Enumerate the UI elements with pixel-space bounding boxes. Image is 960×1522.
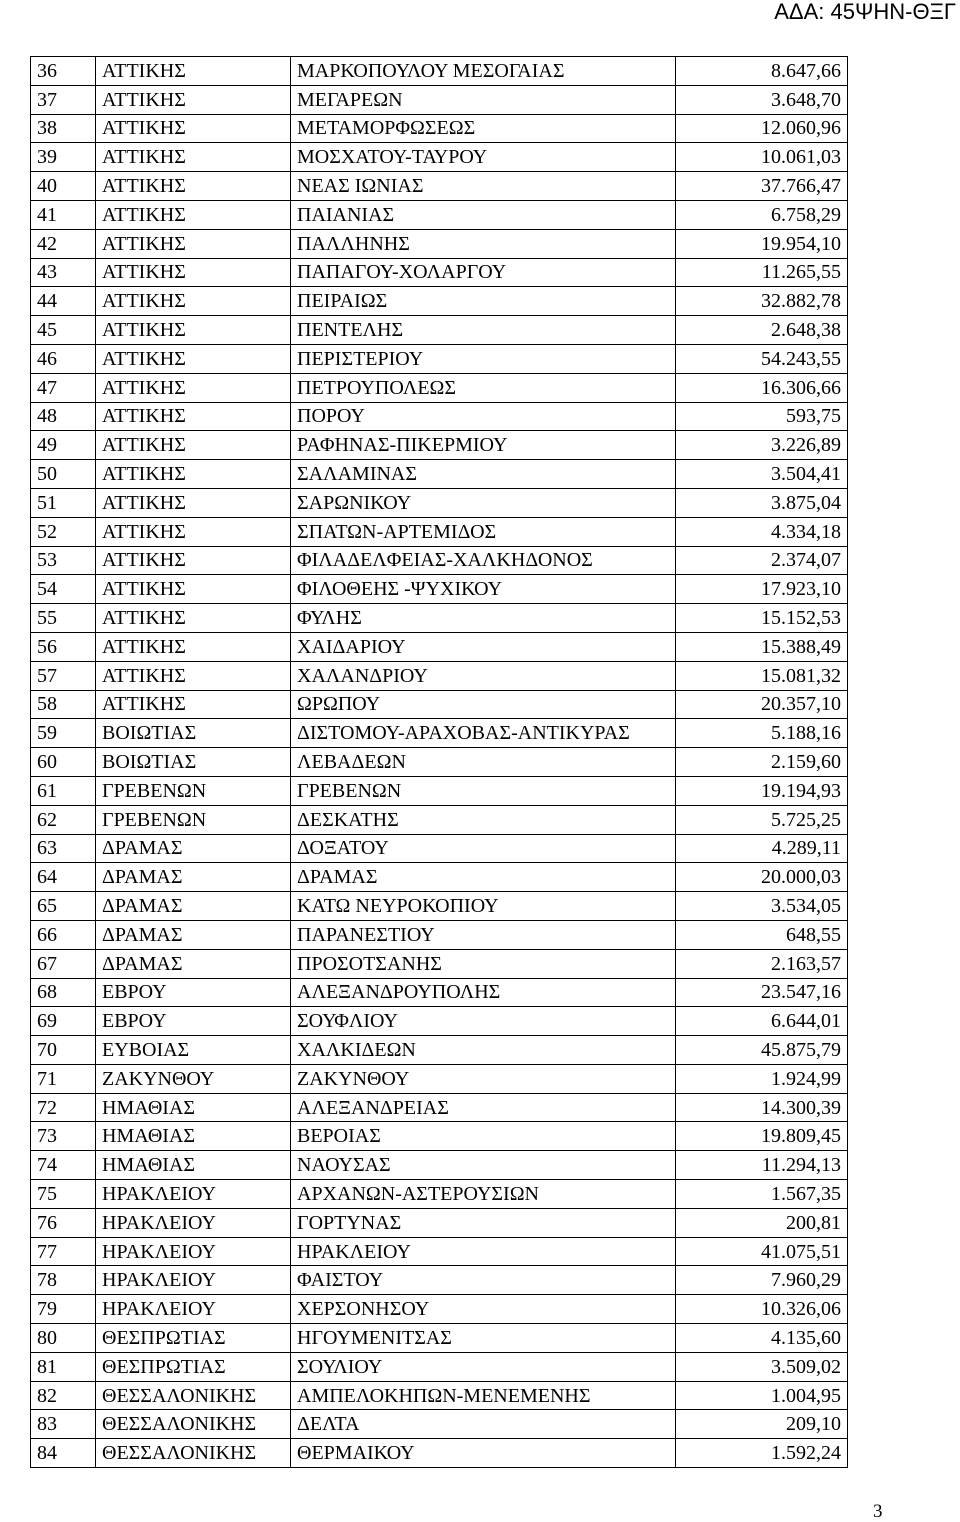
- row-number-cell: 58: [31, 690, 96, 719]
- table-row: [31, 575, 848, 604]
- amount-cell: 3.648,70: [676, 85, 848, 114]
- prefecture-cell: ΗΡΑΚΛΕΙΟΥ: [96, 1208, 291, 1237]
- municipality-cell: ΠΡΟΣΟΤΣΑΝΗΣ: [291, 949, 676, 978]
- amount-cell: 15.152,53: [676, 604, 848, 633]
- amount-cell: 12.060,96: [676, 114, 848, 143]
- table-row: [31, 546, 848, 575]
- amount-cell: 648,55: [676, 920, 848, 949]
- table-row: [31, 834, 848, 863]
- municipality-cell: ΦΥΛΗΣ: [291, 604, 676, 633]
- table-row: [31, 1381, 848, 1410]
- table-row: [31, 1151, 848, 1180]
- municipality-cell: ΜΕΓΑΡΕΩΝ: [291, 85, 676, 114]
- municipality-cell: ΔΡΑΜΑΣ: [291, 863, 676, 892]
- prefecture-cell: ΑΤΤΙΚΗΣ: [96, 690, 291, 719]
- row-number-cell: 61: [31, 776, 96, 805]
- prefecture-cell: ΕΒΡΟΥ: [96, 1007, 291, 1036]
- table-row: [31, 1208, 848, 1237]
- prefecture-cell: ΑΤΤΙΚΗΣ: [96, 373, 291, 402]
- municipality-cell: ΖΑΚΥΝΘΟΥ: [291, 1064, 676, 1093]
- amount-cell: 2.159,60: [676, 748, 848, 777]
- row-number-cell: 73: [31, 1122, 96, 1151]
- prefecture-cell: ΑΤΤΙΚΗΣ: [96, 229, 291, 258]
- municipality-cell: ΦΙΛΟΘΕΗΣ -ΨΥΧΙΚΟΥ: [291, 575, 676, 604]
- amount-cell: 20.000,03: [676, 863, 848, 892]
- table-row: [31, 1266, 848, 1295]
- row-number-cell: 62: [31, 805, 96, 834]
- municipality-cell: ΠΑΙΑΝΙΑΣ: [291, 200, 676, 229]
- amount-cell: 4.289,11: [676, 834, 848, 863]
- prefecture-cell: ΑΤΤΙΚΗΣ: [96, 316, 291, 345]
- table-row: [31, 316, 848, 345]
- prefecture-cell: ΑΤΤΙΚΗΣ: [96, 344, 291, 373]
- prefecture-cell: ΒΟΙΩΤΙΑΣ: [96, 719, 291, 748]
- municipality-cell: ΧΑΙΔΑΡΙΟΥ: [291, 632, 676, 661]
- table-row: [31, 1180, 848, 1209]
- amount-cell: 11.265,55: [676, 258, 848, 287]
- row-number-cell: 81: [31, 1352, 96, 1381]
- table-row: [31, 1036, 848, 1065]
- table-row: [31, 1439, 848, 1468]
- amount-cell: 593,75: [676, 402, 848, 431]
- amount-cell: 37.766,47: [676, 172, 848, 201]
- row-number-cell: 42: [31, 229, 96, 258]
- prefecture-cell: ΑΤΤΙΚΗΣ: [96, 85, 291, 114]
- amount-cell: 6.758,29: [676, 200, 848, 229]
- prefecture-cell: ΑΤΤΙΚΗΣ: [96, 114, 291, 143]
- municipality-cell: ΠΕΤΡΟΥΠΟΛΕΩΣ: [291, 373, 676, 402]
- prefecture-cell: ΑΤΤΙΚΗΣ: [96, 517, 291, 546]
- table-row: [31, 1093, 848, 1122]
- prefecture-cell: ΓΡΕΒΕΝΩΝ: [96, 805, 291, 834]
- amount-cell: 19.809,45: [676, 1122, 848, 1151]
- table-row: [31, 1122, 848, 1151]
- row-number-cell: 51: [31, 488, 96, 517]
- row-number-cell: 79: [31, 1295, 96, 1324]
- table-row: [31, 1324, 848, 1353]
- prefecture-cell: ΖΑΚΥΝΘΟΥ: [96, 1064, 291, 1093]
- amount-cell: 4.334,18: [676, 517, 848, 546]
- prefecture-cell: ΗΡΑΚΛΕΙΟΥ: [96, 1266, 291, 1295]
- prefecture-cell: ΒΟΙΩΤΙΑΣ: [96, 748, 291, 777]
- amount-cell: 2.163,57: [676, 949, 848, 978]
- page-number: 3: [873, 1501, 883, 1522]
- row-number-cell: 44: [31, 287, 96, 316]
- amount-cell: 17.923,10: [676, 575, 848, 604]
- municipality-cell: ΝΕΑΣ ΙΩΝΙΑΣ: [291, 172, 676, 201]
- amount-cell: 16.306,66: [676, 373, 848, 402]
- municipality-cell: ΑΛΕΞΑΝΔΡΟΥΠΟΛΗΣ: [291, 978, 676, 1007]
- amount-cell: 209,10: [676, 1410, 848, 1439]
- table-row: [31, 172, 848, 201]
- row-number-cell: 59: [31, 719, 96, 748]
- prefecture-cell: ΔΡΑΜΑΣ: [96, 892, 291, 921]
- municipality-cell: ΝΑΟΥΣΑΣ: [291, 1151, 676, 1180]
- prefecture-cell: ΑΤΤΙΚΗΣ: [96, 460, 291, 489]
- prefecture-cell: ΔΡΑΜΑΣ: [96, 863, 291, 892]
- table-row: [31, 892, 848, 921]
- municipality-cell: ΩΡΩΠΟΥ: [291, 690, 676, 719]
- prefecture-cell: ΘΕΣΣΑΛΟΝΙΚΗΣ: [96, 1381, 291, 1410]
- table-row: [31, 114, 848, 143]
- row-number-cell: 57: [31, 661, 96, 690]
- row-number-cell: 46: [31, 344, 96, 373]
- row-number-cell: 40: [31, 172, 96, 201]
- row-number-cell: 49: [31, 431, 96, 460]
- table-row: [31, 661, 848, 690]
- municipality-cell: ΔΕΛΤΑ: [291, 1410, 676, 1439]
- municipality-cell: ΔΕΣΚΑΤΗΣ: [291, 805, 676, 834]
- prefecture-cell: ΑΤΤΙΚΗΣ: [96, 488, 291, 517]
- table-row: [31, 1295, 848, 1324]
- row-number-cell: 37: [31, 85, 96, 114]
- prefecture-cell: ΑΤΤΙΚΗΣ: [96, 661, 291, 690]
- municipality-cell: ΡΑΦΗΝΑΣ-ΠΙΚΕΡΜΙΟΥ: [291, 431, 676, 460]
- municipality-cell: ΜΕΤΑΜΟΡΦΩΣΕΩΣ: [291, 114, 676, 143]
- table-row: [31, 143, 848, 172]
- table-row: [31, 200, 848, 229]
- municipality-cell: ΣΟΥΦΛΙΟΥ: [291, 1007, 676, 1036]
- prefecture-cell: ΑΤΤΙΚΗΣ: [96, 143, 291, 172]
- municipality-cell: ΠΑΛΛΗΝΗΣ: [291, 229, 676, 258]
- row-number-cell: 47: [31, 373, 96, 402]
- prefecture-cell: ΔΡΑΜΑΣ: [96, 920, 291, 949]
- amount-cell: 20.357,10: [676, 690, 848, 719]
- table-row: [31, 517, 848, 546]
- prefecture-cell: ΘΕΣΠΡΩΤΙΑΣ: [96, 1324, 291, 1353]
- municipality-cell: ΑΡΧΑΝΩΝ-ΑΣΤΕΡΟΥΣΙΩΝ: [291, 1180, 676, 1209]
- amount-cell: 10.061,03: [676, 143, 848, 172]
- row-number-cell: 55: [31, 604, 96, 633]
- amount-cell: 19.954,10: [676, 229, 848, 258]
- amount-cell: 2.648,38: [676, 316, 848, 345]
- prefecture-cell: ΑΤΤΙΚΗΣ: [96, 632, 291, 661]
- row-number-cell: 68: [31, 978, 96, 1007]
- amount-cell: 5.188,16: [676, 719, 848, 748]
- table-row: [31, 488, 848, 517]
- amount-cell: 15.081,32: [676, 661, 848, 690]
- amount-cell: 3.509,02: [676, 1352, 848, 1381]
- amount-cell: 15.388,49: [676, 632, 848, 661]
- prefecture-cell: ΕΒΡΟΥ: [96, 978, 291, 1007]
- municipality-cell: ΧΕΡΣΟΝΗΣΟΥ: [291, 1295, 676, 1324]
- municipality-cell: ΛΕΒΑΔΕΩΝ: [291, 748, 676, 777]
- prefecture-cell: ΔΡΑΜΑΣ: [96, 834, 291, 863]
- municipality-cell: ΒΕΡΟΙΑΣ: [291, 1122, 676, 1151]
- municipality-cell: ΗΡΑΚΛΕΙΟΥ: [291, 1237, 676, 1266]
- prefecture-cell: ΑΤΤΙΚΗΣ: [96, 57, 291, 86]
- municipality-cell: ΠΑΡΑΝΕΣΤΙΟΥ: [291, 920, 676, 949]
- prefecture-cell: ΑΤΤΙΚΗΣ: [96, 172, 291, 201]
- prefecture-cell: ΑΤΤΙΚΗΣ: [96, 431, 291, 460]
- municipality-cell: ΗΓΟΥΜΕΝΙΤΣΑΣ: [291, 1324, 676, 1353]
- prefecture-cell: ΗΡΑΚΛΕΙΟΥ: [96, 1237, 291, 1266]
- row-number-cell: 54: [31, 575, 96, 604]
- row-number-cell: 60: [31, 748, 96, 777]
- row-number-cell: 66: [31, 920, 96, 949]
- prefecture-cell: ΗΜΑΘΙΑΣ: [96, 1151, 291, 1180]
- amount-cell: 19.194,93: [676, 776, 848, 805]
- amount-cell: 1.592,24: [676, 1439, 848, 1468]
- municipality-cell: ΠΕΝΤΕΛΗΣ: [291, 316, 676, 345]
- municipality-cell: ΔΙΣΤΟΜΟΥ-ΑΡΑΧΟΒΑΣ-ΑΝΤΙΚΥΡΑΣ: [291, 719, 676, 748]
- municipality-cell: ΦΑΙΣΤΟΥ: [291, 1266, 676, 1295]
- row-number-cell: 43: [31, 258, 96, 287]
- prefecture-cell: ΗΜΑΘΙΑΣ: [96, 1122, 291, 1151]
- table-row: [31, 1007, 848, 1036]
- allocation-table: [30, 56, 848, 1468]
- row-number-cell: 36: [31, 57, 96, 86]
- amount-cell: 2.374,07: [676, 546, 848, 575]
- row-number-cell: 38: [31, 114, 96, 143]
- amount-cell: 41.075,51: [676, 1237, 848, 1266]
- table-row: [31, 1352, 848, 1381]
- prefecture-cell: ΗΡΑΚΛΕΙΟΥ: [96, 1295, 291, 1324]
- amount-cell: 1.924,99: [676, 1064, 848, 1093]
- municipality-cell: ΧΑΛΚΙΔΕΩΝ: [291, 1036, 676, 1065]
- amount-cell: 7.960,29: [676, 1266, 848, 1295]
- prefecture-cell: ΘΕΣΣΑΛΟΝΙΚΗΣ: [96, 1410, 291, 1439]
- row-number-cell: 78: [31, 1266, 96, 1295]
- amount-cell: 3.504,41: [676, 460, 848, 489]
- row-number-cell: 48: [31, 402, 96, 431]
- row-number-cell: 64: [31, 863, 96, 892]
- amount-cell: 5.725,25: [676, 805, 848, 834]
- table-row: [31, 229, 848, 258]
- municipality-cell: ΠΑΠΑΓΟΥ-ΧΟΛΑΡΓΟΥ: [291, 258, 676, 287]
- table-row: [31, 373, 848, 402]
- amount-cell: 32.882,78: [676, 287, 848, 316]
- amount-cell: 11.294,13: [676, 1151, 848, 1180]
- row-number-cell: 53: [31, 546, 96, 575]
- table-row: [31, 1237, 848, 1266]
- table-row: [31, 85, 848, 114]
- municipality-cell: ΣΑΡΩΝΙΚΟΥ: [291, 488, 676, 517]
- prefecture-cell: ΑΤΤΙΚΗΣ: [96, 546, 291, 575]
- prefecture-cell: ΑΤΤΙΚΗΣ: [96, 287, 291, 316]
- row-number-cell: 69: [31, 1007, 96, 1036]
- prefecture-cell: ΑΤΤΙΚΗΣ: [96, 575, 291, 604]
- table-row: [31, 258, 848, 287]
- table-row: [31, 690, 848, 719]
- prefecture-cell: ΑΤΤΙΚΗΣ: [96, 604, 291, 633]
- row-number-cell: 67: [31, 949, 96, 978]
- table-row: [31, 805, 848, 834]
- municipality-cell: ΘΕΡΜΑΙΚΟΥ: [291, 1439, 676, 1468]
- amount-cell: 14.300,39: [676, 1093, 848, 1122]
- table-row: [31, 57, 848, 86]
- amount-cell: 54.243,55: [676, 344, 848, 373]
- municipality-cell: ΑΛΕΞΑΝΔΡΕΙΑΣ: [291, 1093, 676, 1122]
- prefecture-cell: ΓΡΕΒΕΝΩΝ: [96, 776, 291, 805]
- amount-cell: 10.326,06: [676, 1295, 848, 1324]
- row-number-cell: 71: [31, 1064, 96, 1093]
- row-number-cell: 50: [31, 460, 96, 489]
- table-row: [31, 863, 848, 892]
- table-row: [31, 920, 848, 949]
- prefecture-cell: ΘΕΣΠΡΩΤΙΑΣ: [96, 1352, 291, 1381]
- prefecture-cell: ΗΜΑΘΙΑΣ: [96, 1093, 291, 1122]
- municipality-cell: ΓΡΕΒΕΝΩΝ: [291, 776, 676, 805]
- row-number-cell: 76: [31, 1208, 96, 1237]
- row-number-cell: 83: [31, 1410, 96, 1439]
- municipality-cell: ΠΕΙΡΑΙΩΣ: [291, 287, 676, 316]
- prefecture-cell: ΔΡΑΜΑΣ: [96, 949, 291, 978]
- municipality-cell: ΜΑΡΚΟΠΟΥΛΟΥ ΜΕΣΟΓΑΙΑΣ: [291, 57, 676, 86]
- table-row: [31, 748, 848, 777]
- row-number-cell: 63: [31, 834, 96, 863]
- municipality-cell: ΠΟΡΟΥ: [291, 402, 676, 431]
- table-row: [31, 460, 848, 489]
- amount-cell: 6.644,01: [676, 1007, 848, 1036]
- amount-cell: 4.135,60: [676, 1324, 848, 1353]
- municipality-cell: ΚΑΤΩ ΝΕΥΡΟΚΟΠΙΟΥ: [291, 892, 676, 921]
- prefecture-cell: ΑΤΤΙΚΗΣ: [96, 402, 291, 431]
- municipality-cell: ΧΑΛΑΝΔΡΙΟΥ: [291, 661, 676, 690]
- row-number-cell: 72: [31, 1093, 96, 1122]
- amount-cell: 3.875,04: [676, 488, 848, 517]
- prefecture-cell: ΘΕΣΣΑΛΟΝΙΚΗΣ: [96, 1439, 291, 1468]
- row-number-cell: 45: [31, 316, 96, 345]
- municipality-cell: ΣΟΥΛΙΟΥ: [291, 1352, 676, 1381]
- table-row: [31, 1410, 848, 1439]
- table-row: [31, 604, 848, 633]
- row-number-cell: 74: [31, 1151, 96, 1180]
- municipality-cell: ΜΟΣΧΑΤΟΥ-ΤΑΥΡΟΥ: [291, 143, 676, 172]
- row-number-cell: 41: [31, 200, 96, 229]
- amount-cell: 45.875,79: [676, 1036, 848, 1065]
- table-row: [31, 776, 848, 805]
- table-row: [31, 287, 848, 316]
- table-row: [31, 719, 848, 748]
- row-number-cell: 52: [31, 517, 96, 546]
- table-row: [31, 978, 848, 1007]
- table-row: [31, 402, 848, 431]
- amount-cell: 1.004,95: [676, 1381, 848, 1410]
- row-number-cell: 84: [31, 1439, 96, 1468]
- municipality-cell: ΓΟΡΤΥΝΑΣ: [291, 1208, 676, 1237]
- table-row: [31, 632, 848, 661]
- row-number-cell: 75: [31, 1180, 96, 1209]
- amount-cell: 8.647,66: [676, 57, 848, 86]
- amount-cell: 23.547,16: [676, 978, 848, 1007]
- municipality-cell: ΣΠΑΤΩΝ-ΑΡΤΕΜΙΔΟΣ: [291, 517, 676, 546]
- municipality-cell: ΣΑΛΑΜΙΝΑΣ: [291, 460, 676, 489]
- prefecture-cell: ΕΥΒΟΙΑΣ: [96, 1036, 291, 1065]
- row-number-cell: 56: [31, 632, 96, 661]
- row-number-cell: 77: [31, 1237, 96, 1266]
- table-row: [31, 431, 848, 460]
- municipality-cell: ΦΙΛΑΔΕΛΦΕΙΑΣ-ΧΑΛΚΗΔΟΝΟΣ: [291, 546, 676, 575]
- ada-code: ΑΔΑ: 45ΨΗΝ-ΘΞΓ: [774, 0, 956, 24]
- municipality-cell: ΠΕΡΙΣΤΕΡΙΟΥ: [291, 344, 676, 373]
- amount-cell: 1.567,35: [676, 1180, 848, 1209]
- amount-cell: 200,81: [676, 1208, 848, 1237]
- municipality-cell: ΔΟΞΑΤΟΥ: [291, 834, 676, 863]
- amount-cell: 3.226,89: [676, 431, 848, 460]
- table-row: [31, 1064, 848, 1093]
- amount-cell: 3.534,05: [676, 892, 848, 921]
- table-row: [31, 949, 848, 978]
- row-number-cell: 70: [31, 1036, 96, 1065]
- row-number-cell: 80: [31, 1324, 96, 1353]
- prefecture-cell: ΑΤΤΙΚΗΣ: [96, 200, 291, 229]
- municipality-cell: ΑΜΠΕΛΟΚΗΠΩΝ-ΜΕΝΕΜΕΝΗΣ: [291, 1381, 676, 1410]
- row-number-cell: 65: [31, 892, 96, 921]
- prefecture-cell: ΑΤΤΙΚΗΣ: [96, 258, 291, 287]
- row-number-cell: 39: [31, 143, 96, 172]
- row-number-cell: 82: [31, 1381, 96, 1410]
- prefecture-cell: ΗΡΑΚΛΕΙΟΥ: [96, 1180, 291, 1209]
- table-body: [31, 57, 848, 1468]
- table-row: [31, 344, 848, 373]
